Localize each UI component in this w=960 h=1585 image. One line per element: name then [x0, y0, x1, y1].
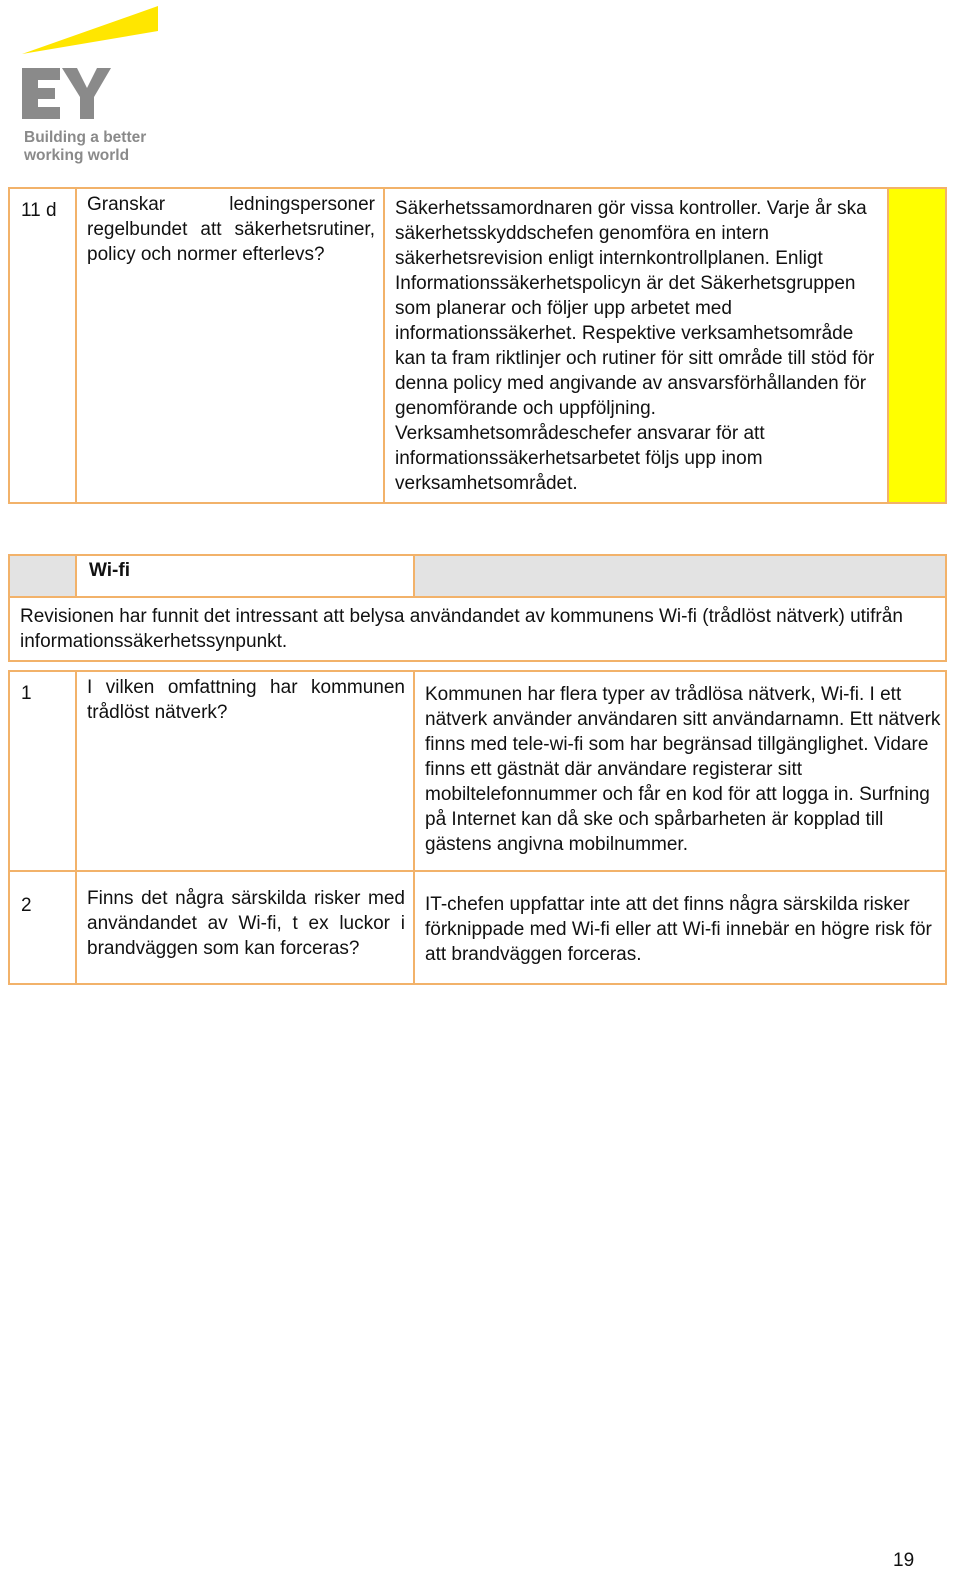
ey-logo-mark [20, 4, 170, 124]
logo-tagline-line1: Building a better [24, 129, 147, 146]
row-number: 2 [9, 871, 76, 984]
question-cell: Granskar ledningspersoner regelbundet att säkerhetsrutiner, policy och normer efterlevs? [76, 188, 384, 503]
table-row [9, 671, 946, 871]
logo-beam [22, 6, 158, 54]
question-cell: Finns det några särskilda risker med användandet av Wi-fi, t ex luckor i brandväggen som kan forceras? [76, 871, 414, 984]
row-spacer [9, 661, 946, 671]
question-cell: I vilken omfattning har kommunen trådlöst nätverk? [76, 671, 414, 871]
row-number: 1 [9, 671, 76, 871]
answer-cell: Kommunen har flera typer av trådlösa nätverk, Wi-fi. I ett nätverk använder användaren sitt användarnamn. Ett nätverk finns med tele-wi-fi som har begränsad tillgänglighet. Vidare finns ett gästnät där användare registerar sitt mobiltelefonnummer och får en kod för att logga in. Surfning på Internet kan då ske och spårbarheten är kopplad till gästens angivna mobilnummer. [414, 671, 946, 871]
section-intro: Revisionen har funnit det intressant att belysa användandet av kommunens Wi-fi (trådlöst nätverk) utifrån informationssäkerhetssynpunkt. [9, 597, 946, 661]
ey-logo [20, 4, 170, 164]
logo-letters [22, 68, 111, 119]
row-number: 11 d [9, 188, 76, 503]
logo-tagline-line2: working world [24, 147, 130, 164]
wifi-header-row [9, 555, 946, 597]
logo-tagline [24, 129, 174, 165]
header-blank-cell [9, 555, 76, 597]
page-number: 19 [893, 1550, 915, 1571]
table-row [9, 871, 946, 984]
audit-table-1 [8, 187, 947, 504]
answer-cell: Säkerhetssamordnaren gör vissa kontroller. Varje år ska säkerhetsskyddschefen genomföra en intern säkerhetsrevision enligt internkontrollplanen. Enligt Informationssäkerhetspolicyn är det Säkerhetsgruppen som planerar och följer upp arbetet med informationssäkerhet. Respektive verksamhetsområde kan ta fram riktlinjer och rutiner för sitt område till stöd för denna policy med angivande av ansvarsförhållanden för genomförande och uppföljning. Verksamhetsområdeschefer ansvarar för att informationssäkerhetsarbetet följs upp inom verksamhetsområdet. [384, 188, 888, 503]
header-status-cell [414, 555, 946, 597]
section-title: Wi-fi [76, 555, 414, 597]
wifi-table [8, 554, 947, 985]
status-indicator-yellow [888, 188, 946, 503]
wifi-intro-row [9, 597, 946, 661]
table-row [9, 188, 946, 503]
spacer-row [9, 661, 946, 671]
answer-cell: IT-chefen uppfattar inte att det finns några särskilda risker förknippade med Wi-fi eller att Wi-fi innebär en högre risk för att brandväggen forceras. [414, 871, 946, 984]
